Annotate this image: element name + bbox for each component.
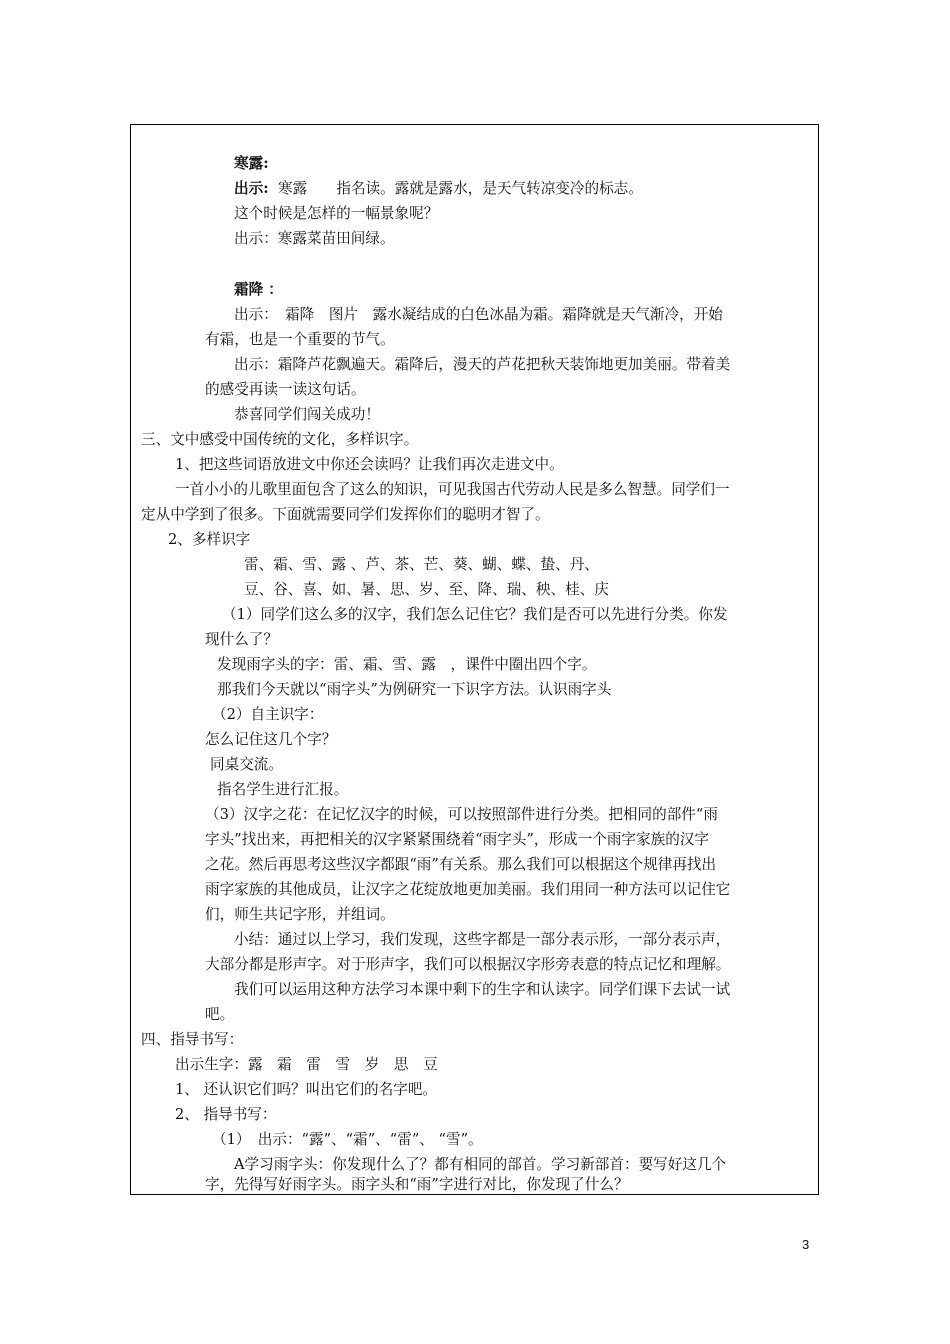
text-line: 字，先得写好雨字头。雨字头和“雨”字进行对比，你发现了什么？ [205, 1176, 629, 1193]
text-line: 这个时候是怎样的一幅景象呢？ [234, 205, 439, 222]
character-list-line: 豆、谷、喜、如、暑、思、岁、至、降、瑞、秧、桂、庆 [244, 581, 609, 598]
text-line: 出示生字：露 霜 雷 雪 岁 思 豆 [175, 1056, 438, 1073]
text-line: 之花。然后再思考这些汉字都跟“雨”有关系。那么我们可以根据这个规律再找出 [205, 856, 717, 873]
text-line: 1、 还认识它们吗？叫出它们的名字吧。 [175, 1081, 438, 1098]
text-line: 寒露 指名读。露就是露水，是天气转凉变冷的标志。 [278, 180, 643, 197]
text-line: 我们可以运用这种方法学习本课中剩下的生字和认读字。同学们课下去试一试 [234, 981, 731, 998]
page-number: 3 [802, 1237, 810, 1252]
text-line: 小结：通过以上学习，我们发现，这些字都是一部分表示形，一部分表示声， [234, 931, 731, 948]
text-line: 出示： 霜降 图片 露水凝结成的白色冰晶为霜。霜降就是天气渐冷，开始 [234, 306, 723, 323]
section-heading-3: 三、文中感受中国传统的文化，多样识字。 [141, 431, 419, 448]
text-line: 有霜，也是一个重要的节气。 [205, 331, 395, 348]
text-line: （2）自主识字： [212, 706, 324, 723]
text-line: （3）汉字之花：在记忆汉字的时候，可以按照部件进行分类。把相同的部件“雨 [205, 806, 718, 823]
text-line: 现什么了？ [205, 631, 278, 648]
show-label: 出示: [234, 180, 269, 197]
text-line: 出示：霜降芦花飘遍天。霜降后，漫天的芦花把秋天装饰地更加美丽。带着美 [234, 356, 731, 373]
heading-hanlu: 寒露: [234, 155, 269, 172]
text-line: 指名学生进行汇报。 [217, 781, 349, 798]
text-line: 的感受再读一读这句话。 [205, 381, 366, 398]
text-line: 同桌交流。 [210, 756, 283, 773]
text-line: 出示：寒露菜苗田间绿。 [234, 230, 395, 247]
text-line: A学习雨字头：你发现什么了？都有相同的部首。学习新部首：要写好这几个 [234, 1156, 727, 1173]
text-line: 怎么记住这几个字？ [205, 731, 337, 748]
text-line: 字头”找出来，再把相关的汉字紧紧围绕着“雨字头”，形成一个雨字家族的汉字 [205, 831, 709, 848]
text-line: 们，师生共记字形，并组词。 [205, 906, 395, 923]
text-line: 吧。 [205, 1006, 235, 1023]
section-heading-4: 四、指导书写： [141, 1031, 244, 1048]
text-line: 大部分都是形声字。对于形声字，我们可以根据汉字形旁表意的特点记忆和理解。 [205, 956, 731, 973]
text-line: 2、 指导书写： [175, 1106, 277, 1123]
text-line: 一首小小的儿歌里面包含了这么的知识，可见我国古代劳动人民是多么智慧。同学们一 [175, 481, 730, 498]
text-line: 定从中学到了很多。下面就需要同学们发挥你们的聪明才智了。 [141, 506, 550, 523]
heading-shuangjiang: 霜降 ： [234, 281, 283, 298]
text-line: 那我们今天就以“雨字头”为例研究一下识字方法。认识雨字头 [217, 681, 612, 698]
character-list-line: 雷、霜、雪、露 、芦、茶、芒、葵、蝴、蝶、蛰、丹、 [244, 556, 599, 573]
text-line: （1） 出示：“露”、“霜”、“雷”、 “雪”。 [212, 1131, 483, 1148]
text-line: （1）同学们这么多的汉字，我们怎么记住它？我们是否可以先进行分类。你发 [222, 606, 728, 623]
text-line: 恭喜同学们闯关成功！ [234, 406, 380, 423]
text-line: 雨字家族的其他成员，让汉字之花绽放地更加美丽。我们用同一种方法可以记住它 [205, 881, 731, 898]
text-line: 发现雨字头的字：雷、霜、雪、露 ，课件中圈出四个字。 [217, 656, 597, 673]
text-line: 2、多样识字 [168, 531, 251, 548]
text-line: 1、把这些词语放进文中你还会读吗？让我们再次走进文中。 [175, 456, 564, 473]
